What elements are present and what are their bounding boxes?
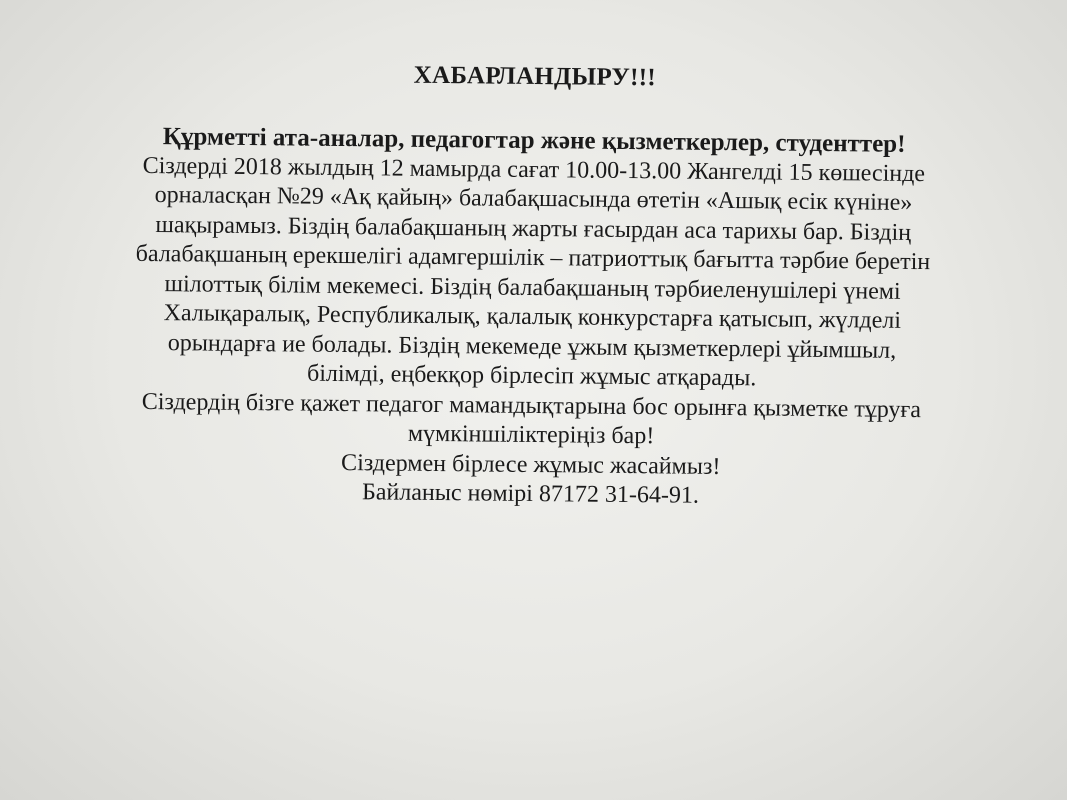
body-line: Халықаралық, Республикалық, қалалық конкурстарға қатысып, жүлделі — [163, 300, 902, 334]
body-line: орындарға ие болады. Біздің мекемеде ұжым қызметкерлері ұйымшыл, — [167, 329, 897, 364]
announcement-document — [25, 57, 1040, 515]
body-line: білімді, еңбекқор бірлесіп жұмыс атқарады. — [306, 360, 757, 392]
body-line: орналасқан №29 «Ақ қайың» балабақшасында өтетін «Ашық есік күніне» — [154, 182, 913, 216]
announcement-body — [25, 121, 1039, 515]
body-line: шақырамыз. Біздің балабақшаның жарты ғасырдан аса тарихы бар. Біздің — [155, 211, 912, 246]
announcement-title: ХАБАРЛАНДЫРУ!!! — [413, 61, 657, 92]
body-line: Сіздердің бізге қажет педагог мамандықтарына бос орынға қызметке тұруға — [141, 388, 922, 423]
greeting-line: Құрметті ата-аналар, педагогтар және қызметкерлер, студенттер! — [162, 123, 906, 158]
body-line: Сіздерді 2018 жылдың 12 мамырда сағат 10.00-13.00 Жангелді 15 көшесінде — [142, 152, 926, 187]
body-line: шілоттық білім мекемесі. Біздің балабақшаның тәрбиеленушілері үнемі — [164, 270, 901, 305]
closing-line: Сіздермен бірлесе жұмыс жасаймыз! — [341, 449, 721, 480]
contact-line: Байланыс нөмірі 87172 31-64-91. — [361, 479, 700, 509]
body-line: балабақшаның ерекшелігі адамгершілік – патриоттық бағытта тәрбие беретін — [135, 240, 931, 276]
body-line: мүмкіншіліктеріңіз бар! — [407, 420, 655, 450]
